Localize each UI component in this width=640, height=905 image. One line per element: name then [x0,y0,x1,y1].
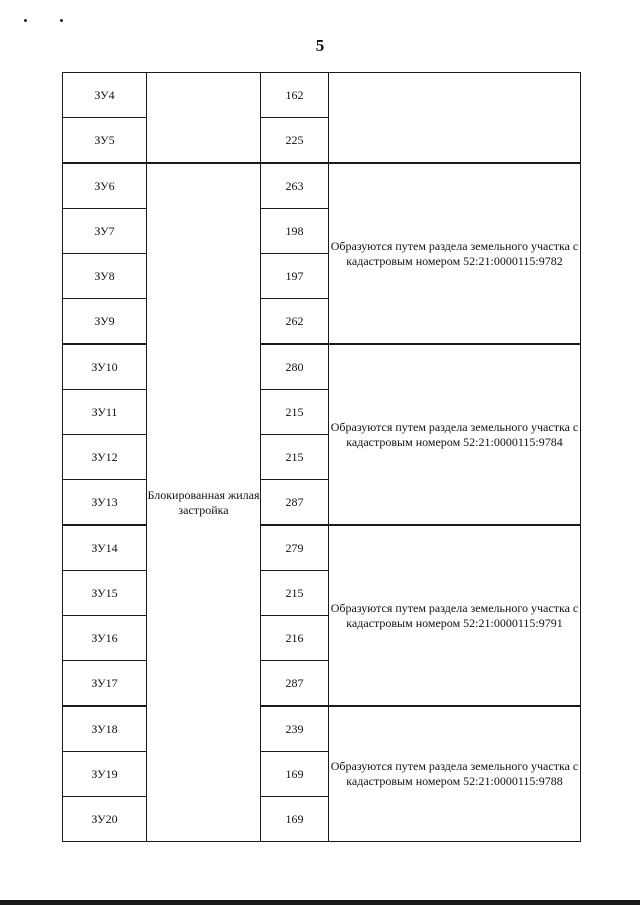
plot-area-cell: 280 [261,344,329,390]
plot-area-cell: 287 [261,661,329,707]
plot-id-cell: ЗУ12 [63,435,147,480]
plot-area-cell: 162 [261,73,329,118]
formation-note-cell: Образуются путем раздела земельного участка с кадастровым номером 52:21:0000115:9791 [329,525,581,706]
table-row [63,163,581,209]
plot-id-cell: ЗУ16 [63,616,147,661]
plot-id-cell: ЗУ11 [63,390,147,435]
formation-note-cell: Образуются путем раздела земельного участка с кадастровым номером 52:21:0000115:9784 [329,344,581,525]
plot-id-cell: ЗУ19 [63,752,147,797]
plot-id-cell: ЗУ8 [63,254,147,299]
table-row [63,344,581,390]
use-cell-empty [147,73,261,164]
plot-area-cell: 169 [261,797,329,842]
plot-area-cell: 263 [261,163,329,209]
formation-note-cell [329,73,581,164]
page-number: 5 [315,36,325,55]
scan-bottom-edge [0,900,640,905]
plot-area-cell: 287 [261,480,329,526]
plot-area-cell: 239 [261,706,329,752]
plot-id-cell: ЗУ15 [63,571,147,616]
formation-note-cell: Образуются путем раздела земельного участка с кадастровым номером 52:21:0000115:9788 [329,706,581,842]
permitted-use-cell: Блокированная жилая застройка [147,163,261,842]
plot-id-cell: ЗУ4 [63,73,147,118]
plot-area-cell: 216 [261,616,329,661]
plot-id-cell: ЗУ14 [63,525,147,571]
plot-id-cell: ЗУ13 [63,480,147,526]
plot-area-cell: 197 [261,254,329,299]
plot-area-cell: 215 [261,571,329,616]
plot-area-cell: 215 [261,390,329,435]
plot-id-cell: ЗУ18 [63,706,147,752]
table-row [63,525,581,571]
plot-id-cell: ЗУ17 [63,661,147,707]
scan-speck-2 [60,19,63,22]
plot-area-cell: 169 [261,752,329,797]
land-plots-table [62,72,581,842]
plot-area-cell: 279 [261,525,329,571]
plot-area-cell: 262 [261,299,329,345]
plot-area-cell: 215 [261,435,329,480]
table-row [63,706,581,752]
scan-speck-1 [24,19,27,22]
plot-id-cell: ЗУ20 [63,797,147,842]
formation-note-cell: Образуются путем раздела земельного участка с кадастровым номером 52:21:0000115:9782 [329,163,581,344]
plot-area-cell: 225 [261,118,329,164]
plot-id-cell: ЗУ5 [63,118,147,164]
plot-id-cell: ЗУ9 [63,299,147,345]
plot-id-cell: ЗУ6 [63,163,147,209]
plot-area-cell: 198 [261,209,329,254]
plot-id-cell: ЗУ7 [63,209,147,254]
table-row [63,73,581,118]
plot-id-cell: ЗУ10 [63,344,147,390]
